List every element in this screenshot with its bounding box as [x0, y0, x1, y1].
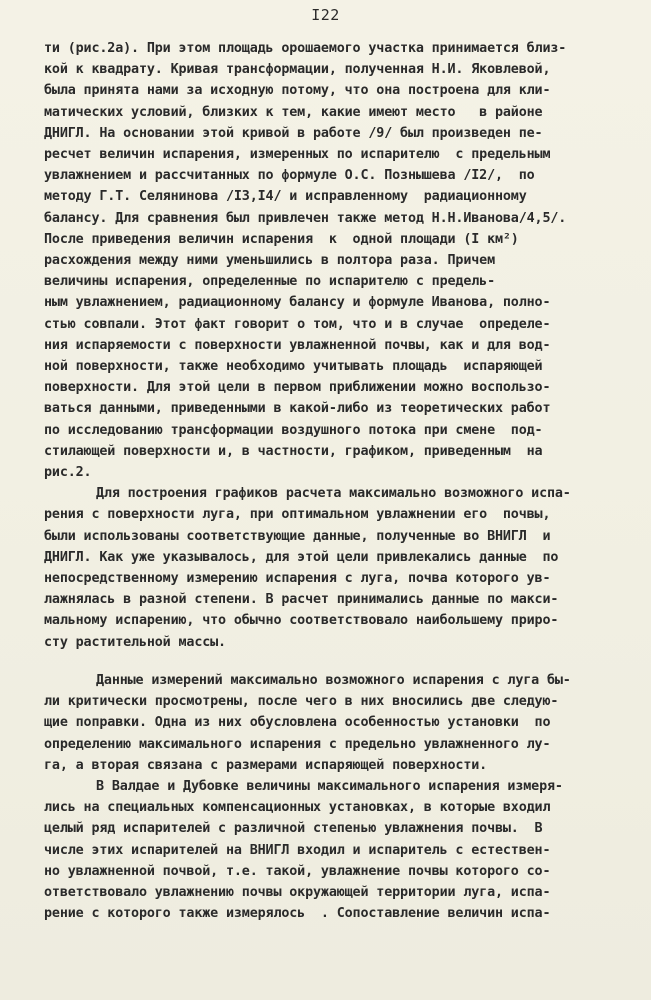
text-line: величины испарения, определенные по испарителю с предель- [44, 274, 495, 290]
text-line: лажнялась в разной степени. В расчет принимались данные по макси- [44, 592, 559, 608]
text-line: ваться данными, приведенными в какой-либо из теоретических работ [44, 401, 551, 417]
text-line: ным увлажнением, радиационному балансу и формуле Иванова, полно- [44, 295, 551, 311]
text-line: матических условий, близких к тем, какие имеют место в районе [44, 104, 543, 120]
text-line: рис.2. [44, 465, 92, 481]
text-line: мальному испарению, что обычно соответствовало наибольшему приро- [44, 613, 559, 629]
text-line: балансу. Для сравнения был привлечен также метод Н.Н.Иванова/4,5/. [44, 210, 567, 226]
text-line: непосредственному измерению испарения с луга, почва которого ув- [44, 571, 551, 587]
text-line: Данные измерений максимально возможного испарения с луга бы- [96, 672, 571, 688]
text-line: ти (рис.2а). При этом площадь орошаемого участка принимается близ- [44, 41, 567, 56]
body-text [44, 38, 624, 924]
text-line: После приведения величин испарения к одной площади (I км²) [44, 231, 519, 247]
text-line: ответствовало увлажнению почвы окружающей территории луга, испа- [44, 884, 551, 900]
text-line: увлажнением и рассчитанных по формуле О.С. Познышева /I2/, по [44, 168, 535, 184]
text-line: была принята нами за исходную потому, что она построена для кли- [44, 83, 551, 99]
text-line: ДНИГЛ. На основании этой кривой в работе /9/ был произведен пе- [44, 125, 543, 141]
paragraph [44, 38, 624, 483]
text-line: целый ряд испарителей с различной степенью увлажнения почвы. В [44, 821, 543, 837]
text-line: стилающей поверхности и, в частности, графиком, приведенным на [44, 443, 543, 459]
page-number: I22 [311, 6, 340, 24]
paragraph-gap [44, 653, 624, 670]
text-line: сту растительной массы. [44, 634, 226, 650]
text-line: ресчет величин испарения, измеренных по испарителю с предельным [44, 147, 551, 163]
text-line: ной поверхности, также необходимо учитывать площадь испаряющей [44, 359, 543, 375]
text-line: кой к квадрату. Кривая трансформации, полученная Н.И. Яковлевой, [44, 62, 551, 78]
text-line: лись на специальных компенсационных установках, в которые входил [44, 800, 551, 816]
paragraph [44, 483, 624, 653]
paragraph [44, 776, 624, 924]
text-line: га, а вторая связана с размерами испаряющей поверхности. [44, 757, 488, 773]
text-line: ния испаряемости с поверхности увлажненной почвы, как и для вод- [44, 337, 551, 353]
text-line: стью совпали. Этот факт говорит о том, что и в случае определе- [44, 316, 551, 332]
text-line: определению максимального испарения с предельно увлажненного лу- [44, 736, 551, 752]
text-line: но увлажненной почвой, т.е. такой, увлажнение почвы которого со- [44, 863, 551, 879]
text-line: поверхности. Для этой цели в первом приближении можно воспользо- [44, 380, 551, 396]
paragraph [44, 670, 624, 776]
text-line: Для построения графиков расчета максимально возможного испа- [96, 486, 571, 502]
text-line: по исследованию трансформации воздушного потока при смене под- [44, 422, 543, 438]
text-line: В Валдае и Дубовке величины максимального испарения измеря- [96, 778, 563, 794]
text-line: методу Г.Т. Селянинова /I3,I4/ и исправленному радиационному [44, 189, 527, 205]
text-line: были использованы соответствующие данные, полученные во ВНИГЛ и [44, 528, 551, 544]
text-line: рение с которого также измерялось . Сопоставление величин испа- [44, 906, 551, 922]
text-line: ДНИГЛ. Как уже указывалось, для этой цели привлекались данные по [44, 549, 559, 565]
text-line: щие поправки. Одна из них обусловлена особенностью установки по [44, 715, 551, 731]
text-line: рения с поверхности луга, при оптимальном увлажнении его почвы, [44, 507, 551, 523]
text-line: расхождения между ними уменьшились в полтора раза. Причем [44, 253, 495, 269]
text-line: числе этих испарителей на ВНИГЛ входил и испаритель с естествен- [44, 842, 551, 858]
text-line: ли критически просмотрены, после чего в них вносились две следую- [44, 694, 559, 710]
